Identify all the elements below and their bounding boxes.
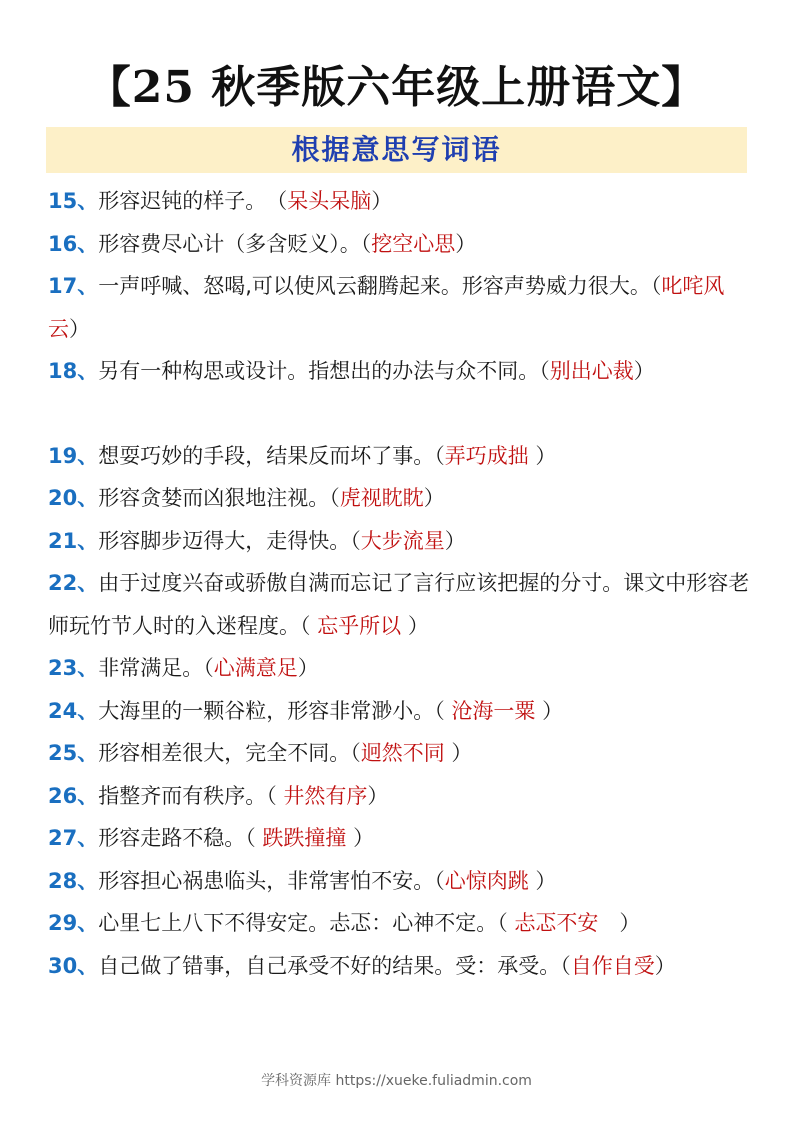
- list-item: [48, 520, 753, 563]
- item-text: 自己做了错事，自己承受不好的结果。受：承受。（: [98, 953, 571, 978]
- list-item: [48, 350, 753, 393]
- item-text: 形容担心祸患临头，非常害怕不安。（: [98, 868, 445, 893]
- item-separator: 、: [77, 826, 99, 850]
- item-answer: 跌跌撞撞: [262, 826, 347, 850]
- item-tail: ）: [654, 953, 676, 978]
- item-tail: ）: [598, 911, 641, 935]
- item-tail: ）: [371, 189, 393, 213]
- list-item: [48, 477, 753, 520]
- item-separator: 、: [77, 486, 99, 510]
- item-text: 另有一种构思或设计。指想出的办法与众不同。（: [98, 359, 550, 383]
- item-tail: ）: [455, 231, 477, 256]
- item-number: 28: [48, 868, 78, 893]
- list-item: [48, 265, 753, 350]
- item-tail: ）: [444, 741, 473, 765]
- list-item: [48, 647, 753, 690]
- item-separator: 、: [77, 359, 99, 383]
- item-number: 27: [48, 826, 78, 850]
- item-answer: 挖空心思: [371, 231, 456, 256]
- item-answer: 别出心裁: [549, 359, 634, 383]
- item-separator: 、: [77, 571, 99, 595]
- item-text: 非常满足。（: [98, 656, 214, 680]
- list-item: [48, 902, 753, 945]
- item-tail: ）: [401, 613, 429, 638]
- item-text: 形容相差很大，完全不同。（: [98, 741, 361, 765]
- item-tail: ）: [423, 486, 445, 510]
- item-tail: ）: [633, 359, 655, 383]
- list-item: [48, 732, 753, 775]
- item-number: 30: [48, 953, 78, 978]
- item-separator: 、: [77, 528, 99, 553]
- item-separator: 、: [77, 911, 99, 935]
- item-number: 21: [48, 528, 78, 553]
- item-answer: 自作自受: [570, 953, 655, 978]
- item-answer: 迥然不同: [360, 741, 445, 765]
- item-tail: ）: [367, 783, 389, 808]
- list-item: [48, 860, 753, 903]
- item-answer: 大步流星: [360, 528, 445, 553]
- item-text: 想耍巧妙的手段，结果反而坏了事。（: [98, 443, 445, 468]
- item-tail: ）: [528, 868, 557, 893]
- spacer: [48, 393, 753, 435]
- footer-watermark: 学科资源库 https://xueke.fuliadmin.com: [261, 1073, 532, 1089]
- item-text: 心里七上八下不得安定。忐忑：心神不定。（: [98, 911, 515, 935]
- item-number: 19: [48, 443, 78, 468]
- item-separator: 、: [77, 783, 99, 808]
- item-text: 形容脚步迈得大，走得快。（: [98, 528, 361, 553]
- item-answer: 叱咤风云: [48, 274, 725, 341]
- item-text: 形容贪婪而凶狠地注视。（: [98, 486, 340, 510]
- item-separator: 、: [77, 698, 99, 723]
- item-separator: 、: [77, 741, 99, 765]
- item-answer: 心满意足: [213, 656, 298, 680]
- list-item: [48, 945, 753, 988]
- list-item: [48, 435, 753, 478]
- item-text: 指整齐而有秩序。（: [98, 783, 284, 808]
- section-heading: 根据意思写词语: [291, 133, 502, 166]
- item-text: 形容走路不稳。（: [98, 826, 263, 850]
- item-answer: 呆头呆脑: [287, 189, 372, 213]
- item-separator: 、: [77, 953, 99, 978]
- item-text: 形容费尽心计（多含贬义）。（: [98, 231, 372, 256]
- item-number: 29: [48, 911, 78, 935]
- item-number: 24: [48, 698, 78, 723]
- item-text: 大海里的一颗谷粒，形容非常渺小。（: [98, 698, 452, 723]
- list-item: [48, 562, 753, 647]
- item-number: 15: [48, 189, 78, 213]
- item-number: 25: [48, 741, 78, 765]
- list-item: [48, 180, 753, 223]
- item-separator: 、: [77, 868, 99, 893]
- page-title: 【25 秋季版六年级上册语文】: [86, 62, 707, 113]
- list-item: [48, 817, 753, 860]
- item-answer: 沧海一粟: [451, 698, 536, 723]
- item-tail: ）: [297, 656, 319, 680]
- item-separator: 、: [77, 274, 99, 298]
- question-list: [48, 180, 753, 987]
- item-number: 22: [48, 571, 78, 595]
- item-answer: 忘乎所以: [317, 613, 402, 638]
- item-tail: ）: [528, 443, 557, 468]
- item-separator: 、: [77, 656, 99, 680]
- item-number: 17: [48, 274, 78, 298]
- item-answer: 井然有序: [283, 783, 368, 808]
- item-answer: 心惊肉跳: [444, 868, 529, 893]
- item-answer: 弄巧成拙: [444, 443, 529, 468]
- item-separator: 、: [77, 443, 99, 468]
- item-separator: 、: [77, 189, 99, 213]
- item-tail: ）: [346, 826, 375, 850]
- item-text: 由于过度兴奋或骄傲自满而忘记了言行应该把握的分寸。课文中形容老师玩竹节人时的入迷程度。（: [48, 571, 750, 638]
- item-text: 形容迟钝的样子。 （: [98, 189, 288, 213]
- item-text: 一声呼喊、怒喝,可以使风云翻腾起来。形容声势威力很大。（: [98, 274, 662, 298]
- item-number: 26: [48, 783, 78, 808]
- list-item: [48, 690, 753, 733]
- item-number: 23: [48, 656, 78, 680]
- item-number: 20: [48, 486, 78, 510]
- item-number: 18: [48, 359, 78, 383]
- item-tail: ）: [444, 528, 466, 553]
- item-tail: ）: [535, 698, 564, 723]
- item-separator: 、: [77, 231, 99, 256]
- item-number: 16: [48, 231, 78, 256]
- list-item: [48, 775, 753, 818]
- item-answer: 忐忑不安: [514, 911, 599, 935]
- subtitle-banner: [46, 127, 747, 173]
- list-item: [48, 223, 753, 266]
- item-tail: ）: [69, 316, 90, 341]
- item-answer: 虎视眈眈: [339, 486, 424, 510]
